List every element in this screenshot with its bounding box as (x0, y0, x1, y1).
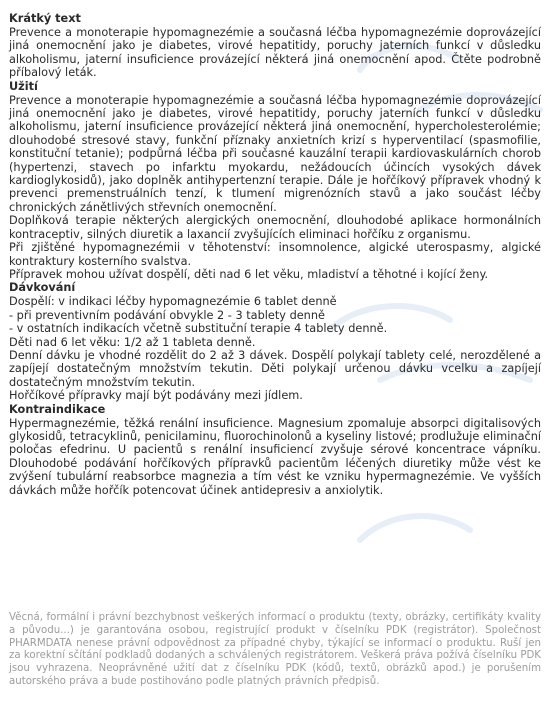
section-heading: Kontraindikace (9, 402, 106, 416)
section-paragraph: Dospělí: v indikaci léčby hypomagnezémie 6 tablet denně (9, 295, 337, 309)
section-paragraph: - v ostatních indikacích včetně substituční terapie 4 tablety denně. (9, 322, 388, 336)
section-paragraph: Děti nad 6 let věku: 1/2 až 1 tableta denně. (9, 335, 256, 349)
section-paragraph: Hypermagnezémie, těžká renální insuficience. Magnesium zpomaluje absorpci digitalisových glykosidů, tetracyklinů, penicilaminu, fluorochinolonů a kyseliny listové; prodlužuje eliminační poločas efedrinu. U pacientů s renální insuficiencí zvyšuje sérové koncentrace vápníku. Dlouhodobé podávání hořčíkových přípravků pacientům léčených diuretiky může vést ke zvýšení tubulární reabsorbce magnezia a tím vést ke vzniku hypermagnezémie. Ve vyšších dávkách může hořčík potencovat účinek antidepresiv a anxiolytik. (9, 416, 541, 497)
section-paragraph: Doplňková terapie některých alergických onemocnění, dlouhodobé aplikace hormonálních kontraceptiv, silných diuretik a laxancií zvyšujících eliminaci hořčíku z organismu. (9, 214, 541, 241)
section-heading: Užití (9, 79, 38, 93)
section-paragraph: Při zjištěné hypomagnezémii v těhotenství: insomnolence, algické uterospasmy, algické kontraktury kosterního svalstva. (9, 241, 541, 268)
section-heading: Krátký text (9, 12, 81, 25)
section-paragraph: Přípravek mohou užívat dospělí, děti nad 6 let věku, mladiství a těhotné i kojící ženy. (9, 267, 489, 281)
section-paragraph: Denní dávku je vhodné rozdělit do 2 až 3 dávek. Dospělí polykají tablety celé, nerozdělené a zapíjejí dostatečným množstvím tekutin. Děti polykají určenou dávku vcelku a zapíjejí dostatečným množstvím tekutin. (9, 348, 541, 389)
section-paragraph: Hořčíkové přípravky mají být podávány mezi jídlem. (9, 389, 303, 403)
section-heading: Dávkování (9, 281, 76, 295)
section-paragraph: Prevence a monoterapie hypomagnezémie a současná léčba hypomagnezémie doprovázející jiná onemocnění jako je diabetes, virové hepatitidy, poruchy jaterních funkcí v důsledku alkoholismu, jaterní insuficience provázející některá jiná onemocnění, hypercholesterolémie; dlouhodobé stresové stavy, funkční příznaky anxietních krizí s hyperventilací (spasmofilie, konstituční tetanie); podpůrná léčba při současné kauzální terapii kardiovaskulárních chorob (hypertenzi, stavech po infarktu myokardu, nežádoucích účincích vysokých dávek kardioglykosidů), jako doplněk antihypertenzní terapie. Dále je hořčíkový přípravek vhodný k prevenci premenstruálních tenzí, k tlumení migrenózních stavů a jako součást léčby chronických zánětlivých střevních onemocnění. (9, 93, 541, 214)
section-paragraph: Prevence a monoterapie hypomagnezémie a současná léčba hypomagnezémie doprovázející jiná onemocnění jako je diabetes, virové hepatitidy, poruchy jaterních funkcí v důsledku alkoholismu, jaterní insuficience provázející některá jiná onemocnění apod. Čtěte podrobně příbalový leták. (9, 26, 541, 80)
section-paragraph: - při preventivním podávání obvykle 2 - 3 tablety denně (9, 308, 325, 322)
legal-disclaimer: Věcná, formální i právní bezchybnost veškerých informací o produktu (texty, obrázky, certifikáty kvality a původu...) je garantována osobou, registrující produkt v číselníku PDK (registrátor). Společnost PHARMDATA nenese právní odpovědnost za případné chyby, týkající se informací o produktu. Ruší jen za korektní sčítání podkladů dodaných a schválených registrátorem. Veškerá práva požívá číselníku PDK jsou vyhrazena. Neoprávněné užití dat z číselníku PDK (kódů, textů, obrázků apod.) je porušením autorského práva a bude postihováno podle platných právních předpisů. (9, 612, 541, 687)
product-text (9, 12, 541, 497)
